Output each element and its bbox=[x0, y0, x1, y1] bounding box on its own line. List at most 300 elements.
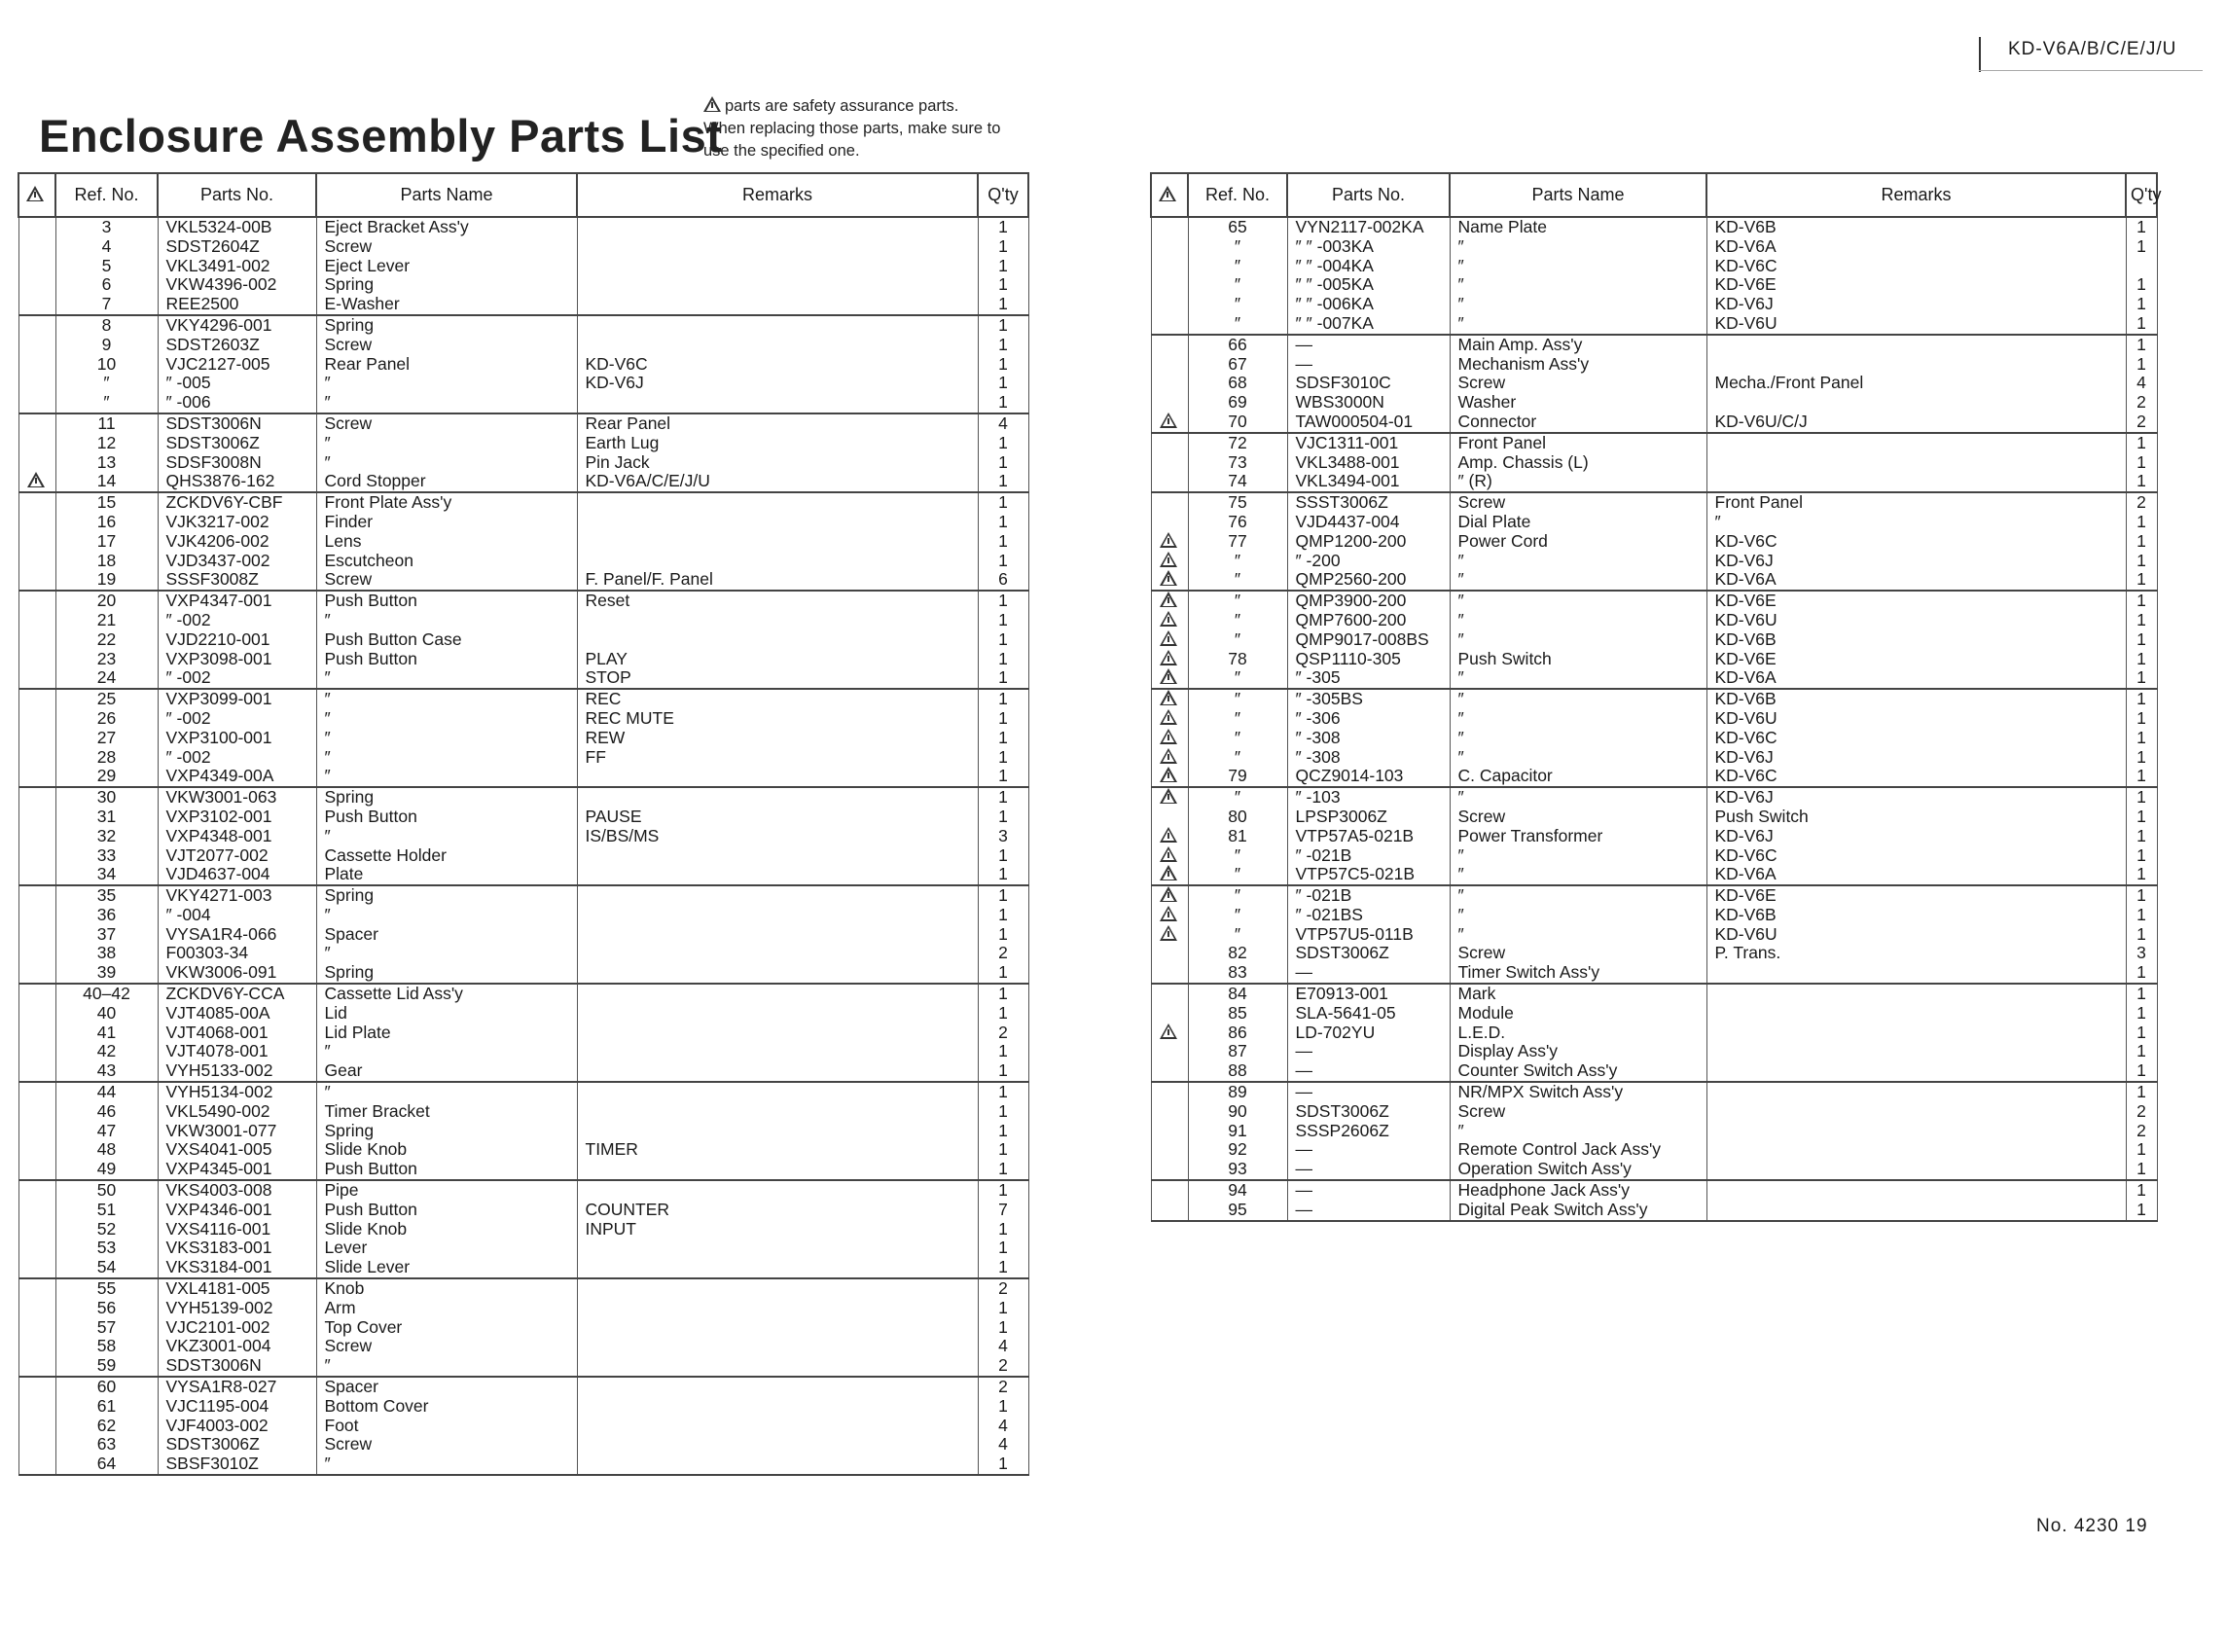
table-row bbox=[18, 532, 1028, 552]
parts-name-cell: Front Panel bbox=[1450, 433, 1706, 453]
qty-cell: 1 bbox=[978, 1239, 1028, 1258]
remarks-cell: INPUT bbox=[577, 1220, 978, 1239]
ref-no-cell: 17 bbox=[55, 532, 158, 552]
ref-no-cell: ″ bbox=[1188, 906, 1287, 925]
parts-no-cell: SDST2603Z bbox=[158, 336, 316, 355]
ref-no-cell: 93 bbox=[1188, 1160, 1287, 1180]
parts-no-cell: SBSF3010Z bbox=[158, 1454, 316, 1475]
qty-cell: 1 bbox=[978, 1061, 1028, 1082]
parts-no-cell: VJT4068-001 bbox=[158, 1024, 316, 1043]
table-row bbox=[1151, 492, 2157, 513]
page-title: Enclosure Assembly Parts List bbox=[39, 110, 723, 162]
remarks-cell bbox=[577, 846, 978, 866]
parts-name-cell: ″ bbox=[1450, 846, 1706, 866]
parts-no-cell: QSP1110-305 bbox=[1287, 650, 1450, 669]
table-row bbox=[1151, 1042, 2157, 1061]
remarks-cell bbox=[577, 1004, 978, 1024]
ref-no-cell: ″ bbox=[55, 374, 158, 393]
parts-no-cell: VXP4349-00A bbox=[158, 767, 316, 787]
safety-mark-cell bbox=[1151, 237, 1188, 257]
table-row bbox=[1151, 1082, 2157, 1102]
parts-name-cell: Knob bbox=[316, 1278, 577, 1299]
parts-name-cell: Lid bbox=[316, 1004, 577, 1024]
remarks-cell bbox=[1706, 1160, 2126, 1180]
remarks-cell bbox=[577, 611, 978, 630]
remarks-cell: KD-V6B bbox=[1706, 906, 2126, 925]
remarks-cell bbox=[1706, 1042, 2126, 1061]
table-row bbox=[18, 1140, 1028, 1160]
safety-mark-cell bbox=[18, 1024, 55, 1043]
safety-mark-cell bbox=[1151, 767, 1188, 787]
safety-mark-cell bbox=[1151, 906, 1188, 925]
ref-no-cell: 57 bbox=[55, 1318, 158, 1338]
parts-name-cell: Cassette Lid Ass'y bbox=[316, 984, 577, 1004]
ref-no-cell: 63 bbox=[55, 1435, 158, 1454]
qty-cell: 1 bbox=[978, 472, 1028, 492]
parts-no-cell: VKL3494-001 bbox=[1287, 472, 1450, 492]
ref-no-cell: 39 bbox=[55, 963, 158, 984]
remarks-cell: TIMER bbox=[577, 1140, 978, 1160]
warning-triangle-icon bbox=[703, 96, 721, 112]
safety-mark-cell bbox=[18, 1122, 55, 1141]
safety-mark-cell bbox=[1151, 689, 1188, 709]
ref-no-cell: 49 bbox=[55, 1160, 158, 1180]
remarks-cell: KD-V6B bbox=[1706, 689, 2126, 709]
ref-no-cell: 27 bbox=[55, 729, 158, 748]
warning-triangle-icon bbox=[1160, 846, 1177, 862]
parts-name-cell: Spring bbox=[316, 315, 577, 336]
qty-cell: 1 bbox=[978, 1004, 1028, 1024]
remarks-cell bbox=[577, 906, 978, 925]
warning-triangle-icon bbox=[1160, 592, 1177, 607]
qty-cell: 4 bbox=[978, 1435, 1028, 1454]
table-row bbox=[18, 1024, 1028, 1043]
qty-cell: 1 bbox=[978, 513, 1028, 532]
warning-triangle-icon bbox=[26, 186, 44, 201]
ref-no-cell: 26 bbox=[55, 709, 158, 729]
ref-no-cell: 38 bbox=[55, 944, 158, 963]
parts-no-cell: VXP3099-001 bbox=[158, 689, 316, 709]
remarks-cell: KD-V6J bbox=[577, 374, 978, 393]
remarks-cell bbox=[577, 532, 978, 552]
parts-name-cell: Bottom Cover bbox=[316, 1397, 577, 1417]
parts-no-cell: VYN2117-002KA bbox=[1287, 217, 1450, 237]
parts-name-cell: Screw bbox=[1450, 492, 1706, 513]
remarks-cell: KD-V6U bbox=[1706, 925, 2126, 945]
remarks-cell bbox=[577, 275, 978, 295]
remarks-cell bbox=[577, 1435, 978, 1454]
parts-name-cell: ″ bbox=[1450, 295, 1706, 314]
warning-triangle-icon bbox=[1159, 186, 1176, 201]
ref-no-cell: ″ bbox=[1188, 570, 1287, 591]
table-row bbox=[18, 709, 1028, 729]
parts-no-cell: VKS3183-001 bbox=[158, 1239, 316, 1258]
ref-no-cell: 66 bbox=[1188, 335, 1287, 355]
parts-no-cell: — bbox=[1287, 1061, 1450, 1082]
table-header-row bbox=[1151, 173, 2157, 217]
remarks-cell bbox=[577, 1454, 978, 1475]
remarks-cell: KD-V6C bbox=[1706, 532, 2126, 552]
remarks-cell bbox=[577, 1377, 978, 1397]
safety-mark-cell bbox=[18, 906, 55, 925]
table-row bbox=[18, 275, 1028, 295]
parts-no-cell: VKS3184-001 bbox=[158, 1258, 316, 1278]
remarks-cell bbox=[577, 787, 978, 808]
parts-no-cell: SDST3006Z bbox=[158, 1435, 316, 1454]
qty-cell: 1 bbox=[2126, 433, 2157, 453]
remarks-cell bbox=[577, 925, 978, 945]
safety-mark-cell bbox=[1151, 295, 1188, 314]
table-row bbox=[18, 611, 1028, 630]
ref-no-cell: 69 bbox=[1188, 393, 1287, 413]
table-row bbox=[18, 513, 1028, 532]
safety-mark-cell bbox=[1151, 984, 1188, 1004]
table-row bbox=[18, 295, 1028, 315]
table-row bbox=[1151, 865, 2157, 885]
remarks-cell bbox=[1706, 472, 2126, 492]
parts-no-cell: ″ -021BS bbox=[1287, 906, 1450, 925]
safety-mark-cell bbox=[18, 668, 55, 689]
safety-mark-cell bbox=[1151, 492, 1188, 513]
qty-cell: 1 bbox=[978, 237, 1028, 257]
remarks-cell bbox=[577, 336, 978, 355]
ref-no-cell: 82 bbox=[1188, 944, 1287, 963]
safety-mark-cell bbox=[18, 1278, 55, 1299]
parts-no-cell: VJD4437-004 bbox=[1287, 513, 1450, 532]
safety-mark-cell bbox=[1151, 630, 1188, 650]
table-row bbox=[1151, 257, 2157, 276]
parts-name-cell: ″ bbox=[1450, 257, 1706, 276]
remarks-cell bbox=[577, 513, 978, 532]
remarks-cell: P. Trans. bbox=[1706, 944, 2126, 963]
qty-cell: 1 bbox=[2126, 808, 2157, 827]
table-row bbox=[1151, 630, 2157, 650]
table-row bbox=[1151, 1180, 2157, 1201]
ref-no-cell: 29 bbox=[55, 767, 158, 787]
qty-cell: 1 bbox=[2126, 217, 2157, 237]
remarks-cell bbox=[577, 552, 978, 571]
table-row bbox=[18, 355, 1028, 375]
parts-no-cell: SDST3006Z bbox=[158, 434, 316, 453]
remarks-cell: KD-V6C bbox=[577, 355, 978, 375]
remarks-cell: PLAY bbox=[577, 650, 978, 669]
safety-mark-cell bbox=[18, 1356, 55, 1377]
parts-no-cell: ″ ″ -003KA bbox=[1287, 237, 1450, 257]
table-row bbox=[1151, 611, 2157, 630]
parts-no-cell: SDST3006N bbox=[158, 1356, 316, 1377]
parts-name-cell: Push Button Case bbox=[316, 630, 577, 650]
safety-mark-cell bbox=[18, 650, 55, 669]
safety-column-header bbox=[18, 173, 55, 217]
qty-cell: 1 bbox=[2126, 472, 2157, 492]
safety-mark-cell bbox=[1151, 1140, 1188, 1160]
qty-cell: 1 bbox=[978, 729, 1028, 748]
safety-mark-cell bbox=[18, 925, 55, 945]
qty-cell: 1 bbox=[2126, 668, 2157, 689]
qty-cell: 1 bbox=[2126, 1201, 2157, 1221]
remarks-cell: KD-V6C bbox=[1706, 729, 2126, 748]
parts-no-cell: — bbox=[1287, 963, 1450, 984]
remarks-cell bbox=[577, 944, 978, 963]
qty-cell: 1 bbox=[978, 808, 1028, 827]
table-row bbox=[18, 1258, 1028, 1278]
qty-cell: 2 bbox=[978, 1024, 1028, 1043]
table-row bbox=[18, 1201, 1028, 1220]
qty-cell: 1 bbox=[978, 1318, 1028, 1338]
qty-cell: 4 bbox=[978, 1417, 1028, 1436]
table-row bbox=[1151, 1160, 2157, 1180]
table-row bbox=[18, 492, 1028, 513]
safety-mark-cell bbox=[1151, 1042, 1188, 1061]
remarks-cell bbox=[577, 1356, 978, 1377]
table-row bbox=[1151, 472, 2157, 492]
qty-cell: 1 bbox=[978, 650, 1028, 669]
parts-name-cell: ″ bbox=[1450, 865, 1706, 885]
safety-mark-cell bbox=[18, 885, 55, 906]
parts-no-cell: VKW3001-077 bbox=[158, 1122, 316, 1141]
safety-column-header bbox=[1151, 173, 1188, 217]
parts-no-cell: LPSP3006Z bbox=[1287, 808, 1450, 827]
table-row bbox=[1151, 295, 2157, 314]
safety-mark-cell bbox=[1151, 275, 1188, 295]
parts-name-cell: E-Washer bbox=[316, 295, 577, 315]
ref-no-cell: 34 bbox=[55, 865, 158, 885]
qty-cell: 1 bbox=[978, 885, 1028, 906]
safety-mark-cell bbox=[1151, 433, 1188, 453]
qty-cell: 1 bbox=[978, 374, 1028, 393]
remarks-cell: KD-V6J bbox=[1706, 552, 2126, 571]
parts-name-cell: Lever bbox=[316, 1239, 577, 1258]
table-row bbox=[1151, 925, 2157, 945]
warning-triangle-icon bbox=[1160, 611, 1177, 627]
qty-cell: 1 bbox=[2126, 570, 2157, 591]
qty-cell: 1 bbox=[978, 217, 1028, 237]
parts-name-cell: Mark bbox=[1450, 984, 1706, 1004]
safety-mark-cell bbox=[18, 1337, 55, 1356]
parts-no-cell: VJK3217-002 bbox=[158, 513, 316, 532]
remarks-cell bbox=[1706, 1122, 2126, 1141]
ref-no-cell: 40 bbox=[55, 1004, 158, 1024]
qty-cell: 1 bbox=[2126, 1004, 2157, 1024]
safety-mark-cell bbox=[1151, 787, 1188, 808]
warning-triangle-icon bbox=[1160, 865, 1177, 880]
qty-cell: 1 bbox=[2126, 1140, 2157, 1160]
parts-name-cell: Power Transformer bbox=[1450, 827, 1706, 846]
safety-mark-cell bbox=[18, 1042, 55, 1061]
parts-name-cell: ″ bbox=[316, 827, 577, 846]
safety-mark-cell bbox=[18, 393, 55, 413]
table-row bbox=[1151, 237, 2157, 257]
parts-no-cell: ″ -004 bbox=[158, 906, 316, 925]
parts-name-cell: ″ bbox=[316, 434, 577, 453]
ref-no-cell: 91 bbox=[1188, 1122, 1287, 1141]
parts-no-cell: VKL5324-00B bbox=[158, 217, 316, 237]
table-row bbox=[18, 393, 1028, 413]
parts-name-cell: Rear Panel bbox=[316, 355, 577, 375]
parts-name-cell: Spring bbox=[316, 275, 577, 295]
safety-mark-cell bbox=[18, 787, 55, 808]
qty-cell: 4 bbox=[978, 413, 1028, 434]
qty-cell: 1 bbox=[2126, 552, 2157, 571]
parts-table-body-right bbox=[1151, 217, 2157, 1221]
safety-mark-cell bbox=[18, 1377, 55, 1397]
safety-note-text-2: When replacing those parts, make sure to bbox=[703, 120, 1001, 137]
ref-no-cell: ″ bbox=[1188, 275, 1287, 295]
ref-no-cell: 77 bbox=[1188, 532, 1287, 552]
safety-mark-cell bbox=[1151, 729, 1188, 748]
remarks-cell bbox=[577, 1278, 978, 1299]
safety-mark-cell bbox=[18, 1435, 55, 1454]
safety-mark-cell bbox=[1151, 335, 1188, 355]
parts-no-cell: — bbox=[1287, 1201, 1450, 1221]
parts-no-cell: ZCKDV6Y-CBF bbox=[158, 492, 316, 513]
table-row bbox=[1151, 689, 2157, 709]
safety-mark-cell bbox=[1151, 846, 1188, 866]
table-row bbox=[1151, 552, 2157, 571]
remarks-cell bbox=[1706, 393, 2126, 413]
parts-name-cell: Timer Bracket bbox=[316, 1102, 577, 1122]
qty-cell: 1 bbox=[978, 865, 1028, 885]
ref-no-header: Ref. No. bbox=[55, 173, 158, 217]
parts-name-cell: ″ (R) bbox=[1450, 472, 1706, 492]
parts-no-cell: VXP3102-001 bbox=[158, 808, 316, 827]
table-row bbox=[18, 767, 1028, 787]
parts-no-cell: VKY4271-003 bbox=[158, 885, 316, 906]
parts-name-cell: Screw bbox=[1450, 944, 1706, 963]
parts-name-cell: Spacer bbox=[316, 1377, 577, 1397]
safety-mark-cell bbox=[18, 570, 55, 591]
ref-no-cell: 32 bbox=[55, 827, 158, 846]
qty-cell: 1 bbox=[978, 492, 1028, 513]
qty-cell: 1 bbox=[978, 748, 1028, 768]
parts-name-cell: ″ bbox=[1450, 570, 1706, 591]
safety-mark-cell bbox=[1151, 865, 1188, 885]
table-row bbox=[18, 1318, 1028, 1338]
ref-no-cell: ″ bbox=[1188, 925, 1287, 945]
safety-mark-cell bbox=[18, 767, 55, 787]
parts-name-cell: ″ bbox=[1450, 668, 1706, 689]
remarks-cell bbox=[577, 1299, 978, 1318]
parts-name-cell: Spring bbox=[316, 1122, 577, 1141]
parts-no-cell: ″ -308 bbox=[1287, 729, 1450, 748]
parts-name-cell: Remote Control Jack Ass'y bbox=[1450, 1140, 1706, 1160]
parts-name-cell: Screw bbox=[316, 1435, 577, 1454]
ref-no-cell: 44 bbox=[55, 1082, 158, 1102]
ref-no-cell: 80 bbox=[1188, 808, 1287, 827]
safety-mark-cell bbox=[1151, 591, 1188, 611]
remarks-cell: ″ bbox=[1706, 513, 2126, 532]
table-row bbox=[18, 237, 1028, 257]
table-row bbox=[1151, 668, 2157, 689]
qty-cell: 1 bbox=[2126, 591, 2157, 611]
table-row bbox=[18, 689, 1028, 709]
qty-cell: 1 bbox=[978, 709, 1028, 729]
safety-mark-cell bbox=[1151, 650, 1188, 669]
table-row bbox=[1151, 335, 2157, 355]
table-row bbox=[1151, 650, 2157, 669]
parts-name-cell: ″ bbox=[316, 668, 577, 689]
parts-no-cell: ″ ″ -005KA bbox=[1287, 275, 1450, 295]
parts-name-cell: Slide Knob bbox=[316, 1220, 577, 1239]
parts-name-cell: Screw bbox=[316, 336, 577, 355]
safety-mark-cell bbox=[1151, 885, 1188, 906]
ref-no-cell: 16 bbox=[55, 513, 158, 532]
parts-name-cell: Headphone Jack Ass'y bbox=[1450, 1180, 1706, 1201]
qty-cell: 1 bbox=[2126, 767, 2157, 787]
parts-no-cell: ″ -305 bbox=[1287, 668, 1450, 689]
warning-triangle-icon bbox=[1160, 570, 1177, 586]
table-row bbox=[18, 827, 1028, 846]
ref-no-cell: 4 bbox=[55, 237, 158, 257]
remarks-cell bbox=[577, 295, 978, 315]
parts-name-cell: Gear bbox=[316, 1061, 577, 1082]
warning-triangle-icon bbox=[1160, 532, 1177, 548]
ref-no-cell: 43 bbox=[55, 1061, 158, 1082]
remarks-cell bbox=[577, 984, 978, 1004]
parts-no-cell: ″ -021B bbox=[1287, 885, 1450, 906]
remarks-cell: PAUSE bbox=[577, 808, 978, 827]
ref-no-cell: ″ bbox=[55, 393, 158, 413]
remarks-cell: KD-V6A bbox=[1706, 237, 2126, 257]
parts-name-cell: Timer Switch Ass'y bbox=[1450, 963, 1706, 984]
ref-no-cell: ″ bbox=[1188, 237, 1287, 257]
warning-triangle-icon bbox=[1160, 767, 1177, 782]
safety-mark-cell bbox=[1151, 453, 1188, 473]
table-row bbox=[18, 808, 1028, 827]
ref-no-cell: 25 bbox=[55, 689, 158, 709]
qty-cell: 1 bbox=[978, 1042, 1028, 1061]
parts-no-cell: ″ ″ -007KA bbox=[1287, 314, 1450, 335]
parts-name-cell: Slide Lever bbox=[316, 1258, 577, 1278]
remarks-cell: KD-V6E bbox=[1706, 650, 2126, 669]
ref-no-cell: 89 bbox=[1188, 1082, 1287, 1102]
qty-cell: 3 bbox=[978, 827, 1028, 846]
parts-name-cell: Plate bbox=[316, 865, 577, 885]
remarks-cell: FF bbox=[577, 748, 978, 768]
qty-cell: 2 bbox=[978, 1278, 1028, 1299]
parts-no-cell: VKY4296-001 bbox=[158, 315, 316, 336]
remarks-cell bbox=[1706, 1102, 2126, 1122]
safety-mark-cell bbox=[18, 846, 55, 866]
remarks-cell bbox=[1706, 1140, 2126, 1160]
safety-mark-cell bbox=[1151, 963, 1188, 984]
qty-cell: 1 bbox=[978, 668, 1028, 689]
ref-no-cell: 81 bbox=[1188, 827, 1287, 846]
remarks-cell bbox=[577, 1061, 978, 1082]
qty-cell: 1 bbox=[978, 1140, 1028, 1160]
parts-no-cell: E70913-001 bbox=[1287, 984, 1450, 1004]
table-row bbox=[18, 1082, 1028, 1102]
parts-no-cell: VYSA1R8-027 bbox=[158, 1377, 316, 1397]
table-row bbox=[1151, 1201, 2157, 1221]
ref-no-cell: 33 bbox=[55, 846, 158, 866]
remarks-cell: KD-V6U/C/J bbox=[1706, 413, 2126, 433]
parts-name-cell: L.E.D. bbox=[1450, 1024, 1706, 1043]
parts-no-cell: VJK4206-002 bbox=[158, 532, 316, 552]
safety-mark-cell bbox=[1151, 413, 1188, 433]
ref-no-cell: 75 bbox=[1188, 492, 1287, 513]
parts-no-cell: SSST3006Z bbox=[1287, 492, 1450, 513]
parts-no-cell: VJF4003-002 bbox=[158, 1417, 316, 1436]
table-row bbox=[18, 453, 1028, 473]
qty-cell: 1 bbox=[978, 295, 1028, 315]
qty-cell: 1 bbox=[978, 787, 1028, 808]
parts-name-cell: Push Button bbox=[316, 1201, 577, 1220]
table-row bbox=[18, 1102, 1028, 1122]
safety-mark-cell bbox=[18, 591, 55, 611]
qty-cell: 1 bbox=[978, 434, 1028, 453]
parts-name-cell: Cassette Holder bbox=[316, 846, 577, 866]
